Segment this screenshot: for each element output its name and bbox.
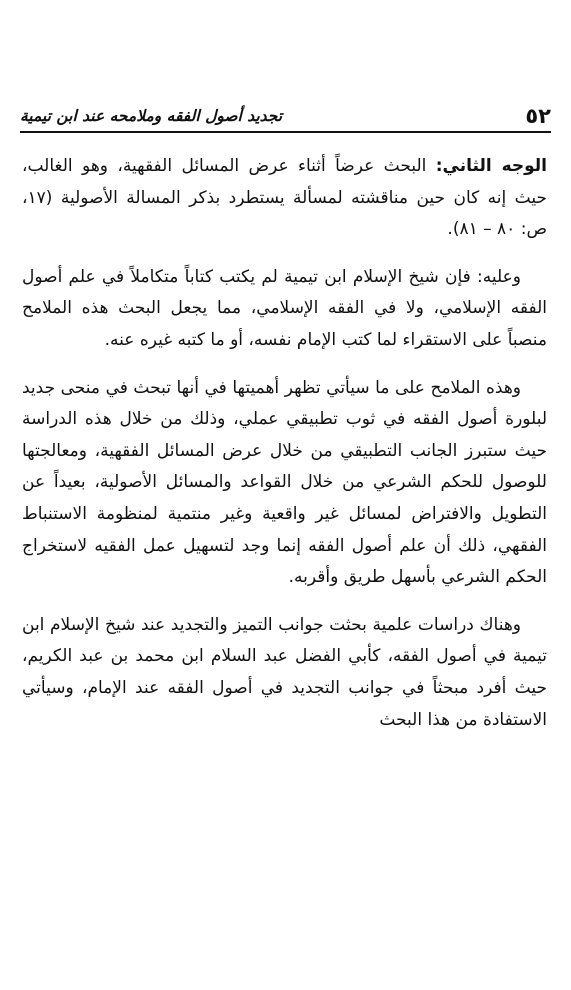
paragraph-text: وهذه الملامح على ما سيأتي تظهر أهميتها في أنها تبحث في منحى جديد لبلورة أصول الفقه في ثوب تطبيقي عملي، وذلك من خلال هذه الدراسة حيث ستبرز الجانب التطبيقي من خلال عرض المسائل الفقهية، ومعالجتها للوصول للحكم الشرعي من خلال القواعد والمسائل الأصولية، بعيداً عن التطويل والافتراض لمسائل غير واقعية وغير منتمية لمنظومة الاستنباط الفقهي، ذلك أن علم أصول الفقه إنما وجد لتسهيل عمل الفقيه لاستخراج الحكم الشرعي بأسهل طريق وأقربه. (22, 377, 547, 588)
paragraph (22, 151, 547, 246)
paragraph (22, 610, 547, 736)
running-header-title: تجديد أصول الفقه وملامحه عند ابن تيمية (20, 106, 283, 125)
running-header (20, 98, 551, 128)
body-text (22, 151, 547, 736)
paragraph (22, 262, 547, 357)
paragraph-lead-phrase: الوجه الثاني: (435, 156, 547, 176)
paragraph-text: وعليه: فإن شيخ الإسلام ابن تيمية لم يكتب كتاباً متكاملاً في علم أصول الفقه الإسلامي، ولا في الفقه الإسلامي، مما يجعل البحث هذه الملامح منصباً على الاستقراء لما كتب الإمام نفسه، أو ما كتبه غيره عنه. (22, 266, 547, 350)
paragraph-text: وهناك دراسات علمية بحثت جوانب التميز والتجديد عند شيخ الإسلام ابن تيمية في أصول الفقه، كأبي الفضل عبد السلام ابن محمد بن عبد الكريم، حيث أفرد مبحثاً في جوانب التجديد في أصول الفقه عند الإمام، وسيأتي الاستفادة من هذا البحث (22, 614, 547, 730)
page-number: ٥٢ (525, 104, 551, 128)
paragraph (22, 373, 547, 594)
paragraph-text: البحث عرضاً أثناء عرض المسائل الفقهية، وهو الغالب، حيث إنه كان حين مناقشته لمسألة يستطرد بذكر المسالة الأصولية (١٧، ص: ٨٠ – ٨١). (22, 156, 547, 240)
header-divider (20, 131, 551, 133)
